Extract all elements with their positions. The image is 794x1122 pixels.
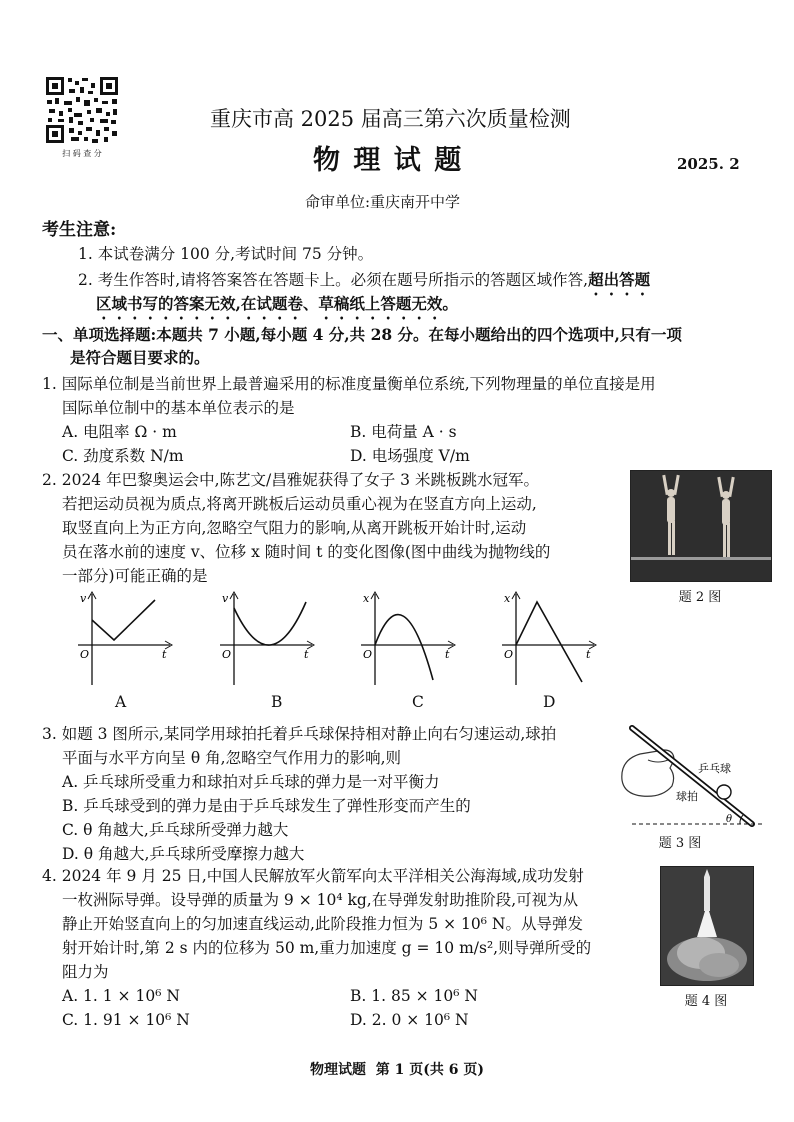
question-2-stem-2: 若把运动员视为质点,将离开跳板后运动员重心视为在竖直方向上运动, (62, 495, 537, 513)
question-3-option-c: C. θ 角越大,乒乓球所受弹力越大 (62, 821, 289, 839)
question-4-option-b: B. 1. 85 × 10⁶ N (350, 987, 478, 1005)
graph-a-label: A (115, 693, 127, 711)
graph-a[interactable] (70, 590, 180, 694)
qr-caption: 扫 码 查 分 (62, 149, 102, 158)
question-1-option-c: C. 劲度系数 N/m (62, 447, 184, 465)
figure-4-caption: 题 4 图 (684, 994, 728, 1009)
graph-c[interactable] (353, 590, 463, 694)
label-ball: 乒乓球 (698, 762, 731, 775)
missile-photo (660, 866, 754, 986)
question-4-stem-3: 静止开始竖直向上的匀加速直线运动,此阶段推力恒为 5 × 10⁶ N。从导弹发 (62, 915, 583, 933)
question-3-option-a: A. 乒乓球所受重力和球拍对乒乓球的弹力是一对平衡力 (62, 773, 440, 791)
notice-item-1: 1. 本试卷满分 100 分,考试时间 75 分钟。 (78, 245, 374, 263)
question-4-option-a: A. 1. 1 × 10⁶ N (62, 987, 180, 1005)
question-4-stem-5: 阻力为 (62, 963, 109, 981)
graph-b-y-label: v (222, 592, 229, 605)
graph-d-label: D (543, 693, 556, 711)
page-footer: 物理试题 第 1 页(共 6 页) (310, 1062, 484, 1078)
question-3-stem-continued: 平面与水平方向呈 θ 角,忽略空气作用力的影响,则 (62, 749, 402, 767)
question-1-option-b: B. 电荷量 A · s (350, 423, 457, 441)
question-4-stem-4: 射开始计时,第 2 s 内的位移为 50 m,重力加速度 g = 10 m/s²,则导弹所受的 (62, 939, 592, 957)
question-1-option-a: A. 电阻率 Ω · m (62, 423, 177, 441)
question-4-stem: 4. 2024 年 9 月 25 日,中国人民解放军火箭军向太平洋相关公海海域,成功发射 (42, 867, 584, 885)
question-2-stem-5: 一部分)可能正确的是 (62, 567, 208, 585)
notice-item-2-emphasis: 超出答题 (588, 270, 651, 289)
graph-d[interactable] (494, 590, 604, 694)
question-2-stem-3: 取竖直向上为正方向,忽略空气阻力的影响,从离开跳板开始计时,运动 (62, 519, 527, 537)
notice-item-2-text: 2. 考生作答时,请将答案答在答题卡上。必须在题号所指示的答题区域作答, (78, 271, 589, 289)
question-1-option-d: D. 电场强度 V/m (350, 447, 470, 465)
graph-b[interactable] (212, 590, 322, 694)
label-theta: θ (726, 814, 733, 825)
section-heading: 一、单项选择题:本题共 7 小题,每小题 4 分,共 28 分。在每小题给出的四个选项中,只有一项 (42, 325, 682, 344)
setter-unit: 命审单位:重庆南开中学 (305, 193, 461, 211)
question-3-option-d: D. θ 角越大,乒乓球所受摩擦力越大 (62, 845, 305, 863)
graph-a-origin: O (80, 648, 90, 661)
question-1-stem: 1. 国际单位制是当前世界上最普遍采用的标准度量衡单位系统,下列物理量的单位直接是用 (42, 375, 656, 393)
graph-c-origin: O (363, 648, 373, 661)
graph-b-x-label: t (304, 648, 309, 661)
question-4-option-c: C. 1. 91 × 10⁶ N (62, 1011, 190, 1029)
label-paddle: 球拍 (676, 790, 698, 803)
graph-d-y-label: x (504, 592, 511, 605)
question-2-stem: 2. 2024 年巴黎奥运会中,陈艺文/昌雅妮获得了女子 3 米跳板跳水冠军。 (42, 471, 539, 489)
figure-3-caption: 题 3 图 (658, 836, 702, 851)
exam-title: 重庆市高 2025 届高三第六次质量检测 (210, 107, 571, 131)
diving-photo (630, 470, 772, 582)
graph-c-y-label: x (363, 592, 370, 605)
figure-2-caption: 题 2 图 (678, 590, 722, 605)
graph-b-label: B (271, 693, 283, 711)
graph-b-origin: O (222, 648, 232, 661)
graph-c-label: C (412, 693, 424, 711)
graph-a-x-label: t (162, 648, 167, 661)
notice-item-2-continued: 区域书写的答案无效,在试题卷、草稿纸上答题无效。 (96, 294, 458, 313)
notice-heading: 考生注意: (42, 220, 117, 240)
exam-date: 2025. 2 (677, 155, 740, 173)
paddle-figure (612, 720, 772, 836)
graph-d-origin: O (504, 648, 514, 661)
question-3-stem: 3. 如题 3 图所示,某同学用球拍托着乒乓球保持相对静止向右匀速运动,球拍 (42, 725, 557, 743)
question-4-option-d: D. 2. 0 × 10⁶ N (350, 1011, 469, 1029)
qr-code[interactable] (44, 75, 120, 145)
graph-c-x-label: t (445, 648, 450, 661)
graph-d-x-label: t (586, 648, 591, 661)
question-4-stem-2: 一枚洲际导弹。设导弹的质量为 9 × 10⁴ kg,在导弹发射助推阶段,可视为从 (62, 891, 579, 909)
section-heading-continued: 是符合题目要求的。 (70, 348, 210, 367)
graph-a-y-label: v (80, 592, 87, 605)
question-1-stem-continued: 国际单位制中的基本单位表示的是 (62, 399, 295, 417)
question-3-option-b: B. 乒乓球受到的弹力是由于乒乓球发生了弹性形变而产生的 (62, 797, 471, 815)
question-2-stem-4: 员在落水前的速度 v、位移 x 随时间 t 的变化图像(图中曲线为抛物线的 (62, 543, 551, 561)
subject-title: 物 理 试 题 (313, 145, 464, 176)
